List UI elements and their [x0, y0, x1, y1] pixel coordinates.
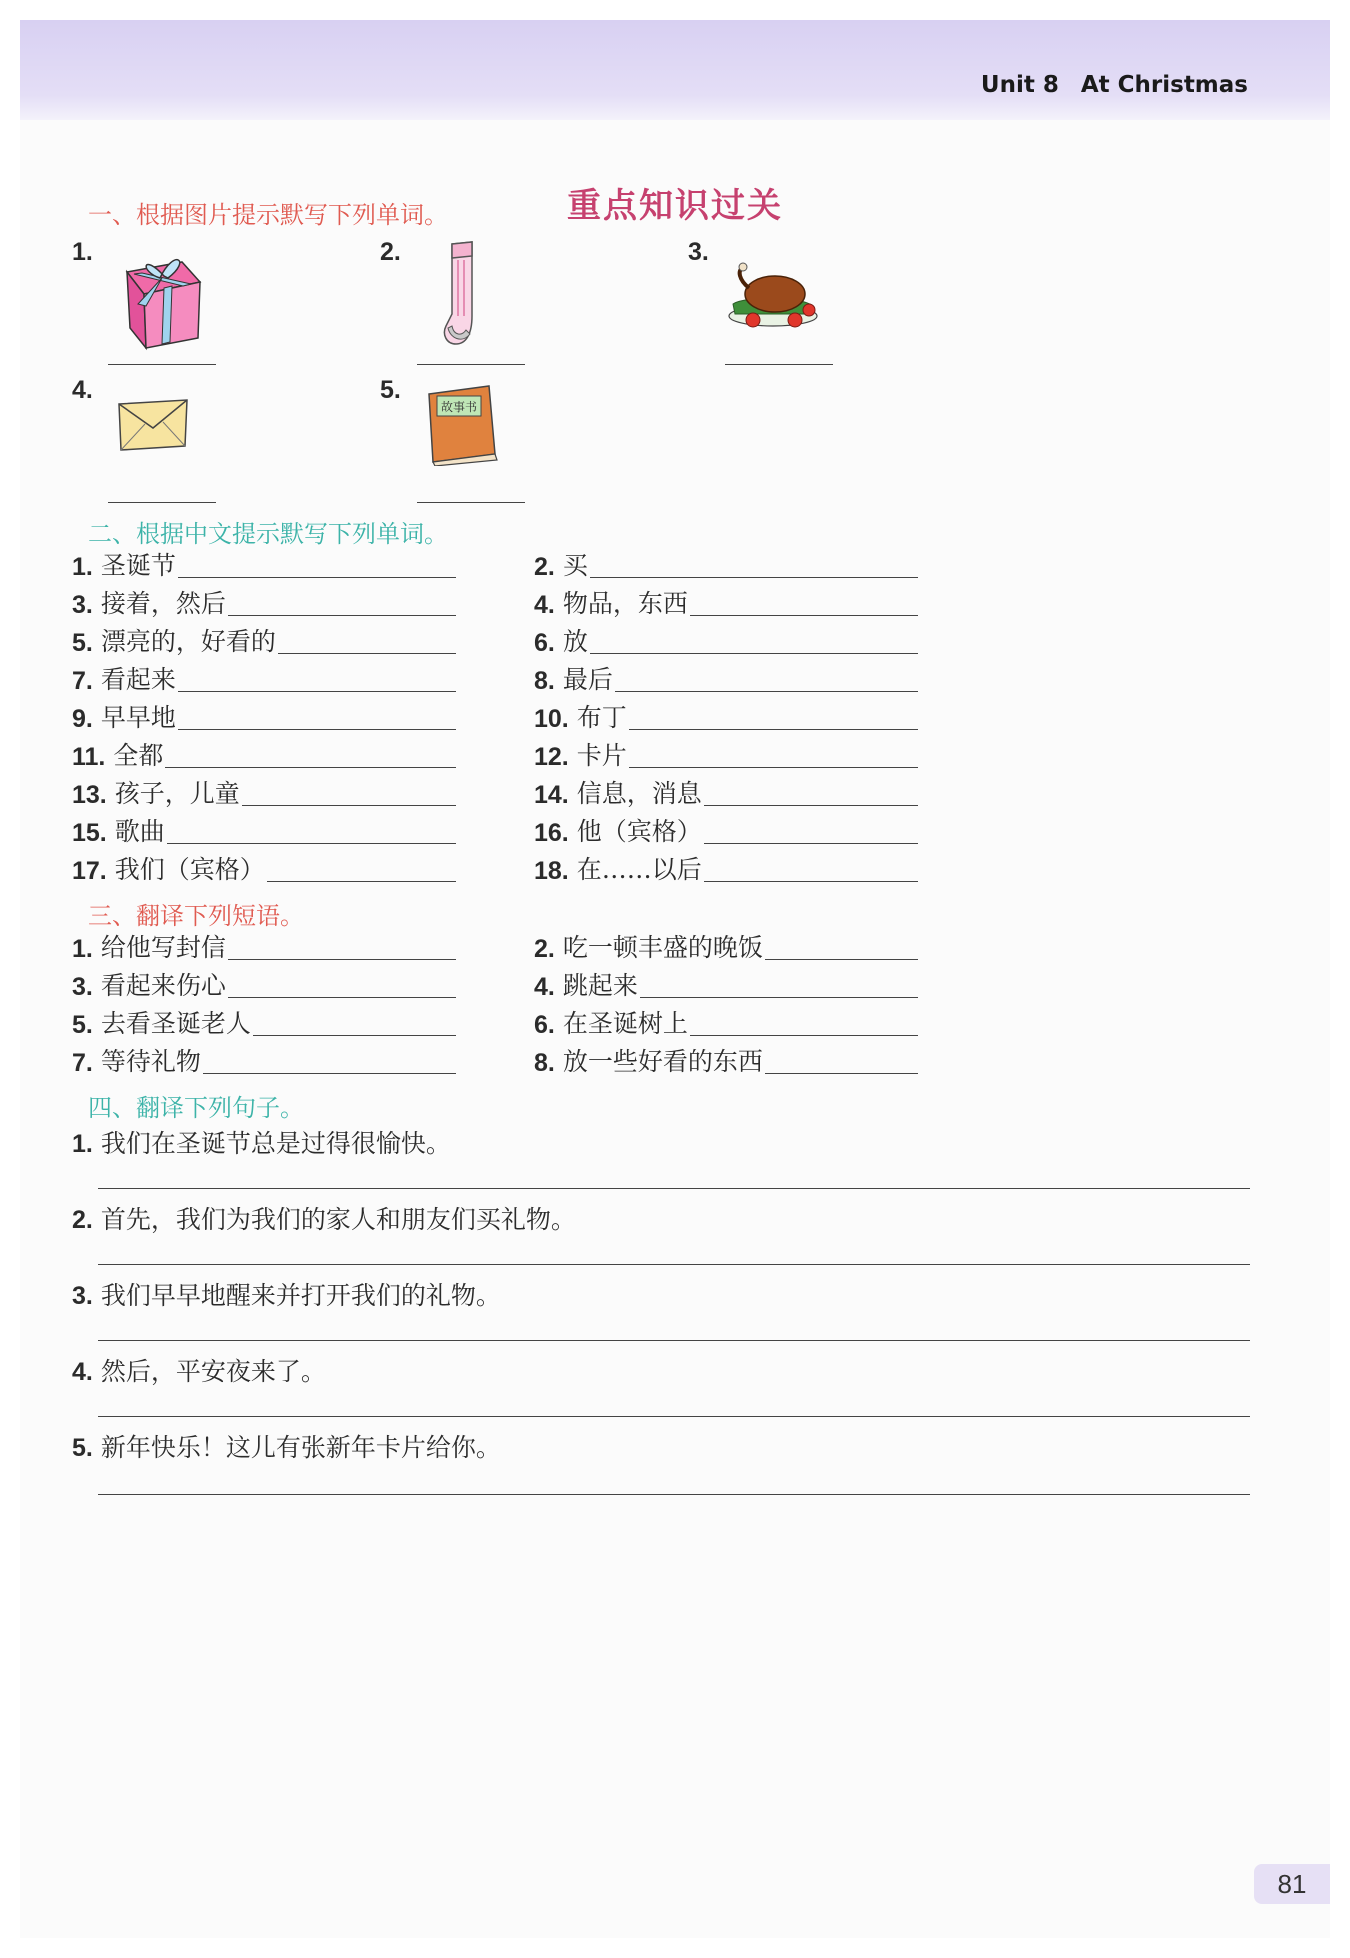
word-item: 13. 孩子，儿童	[72, 774, 456, 810]
answer-line[interactable]	[640, 997, 918, 998]
storybook-icon	[425, 382, 501, 466]
answer-line[interactable]	[203, 1073, 456, 1074]
answer-line[interactable]	[98, 1188, 1250, 1189]
pic-item-number: 3.	[688, 238, 709, 266]
answer-line[interactable]	[704, 843, 918, 844]
phrase-item: 4. 跳起来	[534, 966, 918, 1002]
pic-item-number: 1.	[72, 238, 93, 266]
envelope-icon	[115, 396, 191, 454]
phrase-item: 8. 放一些好看的东西	[534, 1042, 918, 1078]
answer-blank[interactable]	[725, 364, 833, 365]
word-item: 15. 歌曲	[72, 812, 456, 848]
sock-icon	[438, 238, 488, 350]
word-item: 7. 看起来	[72, 660, 456, 696]
answer-line[interactable]	[178, 577, 456, 578]
phrase-item: 3. 看起来伤心	[72, 966, 456, 1002]
answer-line[interactable]	[629, 729, 918, 730]
phrase-item: 6. 在圣诞树上	[534, 1004, 918, 1040]
section-2-heading: 二、根据中文提示默写下列单词。	[88, 520, 448, 548]
answer-blank[interactable]	[417, 502, 525, 503]
answer-line[interactable]	[278, 653, 456, 654]
word-item: 14. 信息，消息	[534, 774, 918, 810]
answer-line[interactable]	[267, 881, 456, 882]
answer-line[interactable]	[98, 1264, 1250, 1265]
answer-line[interactable]	[165, 767, 456, 768]
answer-line[interactable]	[253, 1035, 456, 1036]
answer-line[interactable]	[615, 691, 918, 692]
word-item: 18. 在……以后	[534, 850, 918, 886]
answer-line[interactable]	[590, 653, 918, 654]
roast-turkey-icon	[725, 260, 821, 332]
book-label: 故事书	[440, 400, 478, 414]
header-banner	[20, 20, 1330, 120]
page-number: 81	[1254, 1864, 1330, 1904]
answer-line[interactable]	[242, 805, 456, 806]
phrase-item: 1. 给他写封信	[72, 928, 456, 964]
answer-line[interactable]	[178, 691, 456, 692]
answer-line[interactable]	[690, 1035, 918, 1036]
sentence-item: 5. 新年快乐！这儿有张新年卡片给你。	[72, 1433, 501, 1462]
sentence-item: 1. 我们在圣诞节总是过得很愉快。	[72, 1129, 451, 1158]
page-title: 重点知识过关	[567, 186, 783, 226]
section-4-heading: 四、翻译下列句子。	[88, 1094, 304, 1122]
answer-line[interactable]	[629, 767, 918, 768]
answer-line[interactable]	[228, 997, 456, 998]
section-3-heading: 三、翻译下列短语。	[88, 902, 304, 930]
word-item: 11. 全都	[72, 736, 456, 772]
answer-line[interactable]	[704, 881, 918, 882]
phrase-item: 5. 去看圣诞老人	[72, 1004, 456, 1040]
answer-line[interactable]	[178, 729, 456, 730]
word-item: 17. 我们（宾格）	[72, 850, 456, 886]
answer-line[interactable]	[704, 805, 918, 806]
pic-item-number: 4.	[72, 376, 93, 404]
sentence-item: 3. 我们早早地醒来并打开我们的礼物。	[72, 1281, 501, 1310]
word-item: 10. 布丁	[534, 698, 918, 734]
answer-line[interactable]	[228, 959, 456, 960]
gift-box-icon	[112, 242, 212, 352]
answer-line[interactable]	[98, 1494, 1250, 1495]
answer-line[interactable]	[98, 1416, 1250, 1417]
sentence-item: 4. 然后，平安夜来了。	[72, 1357, 326, 1386]
answer-line[interactable]	[590, 577, 918, 578]
word-item: 9. 早早地	[72, 698, 456, 734]
unit-title: At Christmas	[1080, 72, 1248, 98]
word-item: 8. 最后	[534, 660, 918, 696]
section-1-heading: 一、根据图片提示默写下列单词。	[88, 201, 448, 229]
phrase-item: 2. 吃一顿丰盛的晚饭	[534, 928, 918, 964]
word-item: 5. 漂亮的，好看的	[72, 622, 456, 658]
word-item: 3. 接着，然后	[72, 584, 456, 620]
answer-line[interactable]	[98, 1340, 1250, 1341]
answer-line[interactable]	[690, 615, 918, 616]
workbook-page	[20, 20, 1330, 1938]
answer-line[interactable]	[765, 959, 918, 960]
phrase-item: 7. 等待礼物	[72, 1042, 456, 1078]
sentence-item: 2. 首先，我们为我们的家人和朋友们买礼物。	[72, 1205, 576, 1234]
answer-blank[interactable]	[108, 364, 216, 365]
word-item: 2. 买	[534, 546, 918, 582]
word-item: 1. 圣诞节	[72, 546, 456, 582]
word-item: 12. 卡片	[534, 736, 918, 772]
unit-number: Unit 8	[980, 72, 1059, 98]
word-item: 16. 他（宾格）	[534, 812, 918, 848]
word-item: 6. 放	[534, 622, 918, 658]
unit-header	[981, 72, 1248, 98]
pic-item-number: 2.	[380, 238, 401, 266]
answer-line[interactable]	[167, 843, 456, 844]
pic-item-number: 5.	[380, 376, 401, 404]
answer-blank[interactable]	[108, 502, 216, 503]
answer-blank[interactable]	[417, 364, 525, 365]
answer-line[interactable]	[765, 1073, 918, 1074]
answer-line[interactable]	[228, 615, 456, 616]
word-item: 4. 物品，东西	[534, 584, 918, 620]
